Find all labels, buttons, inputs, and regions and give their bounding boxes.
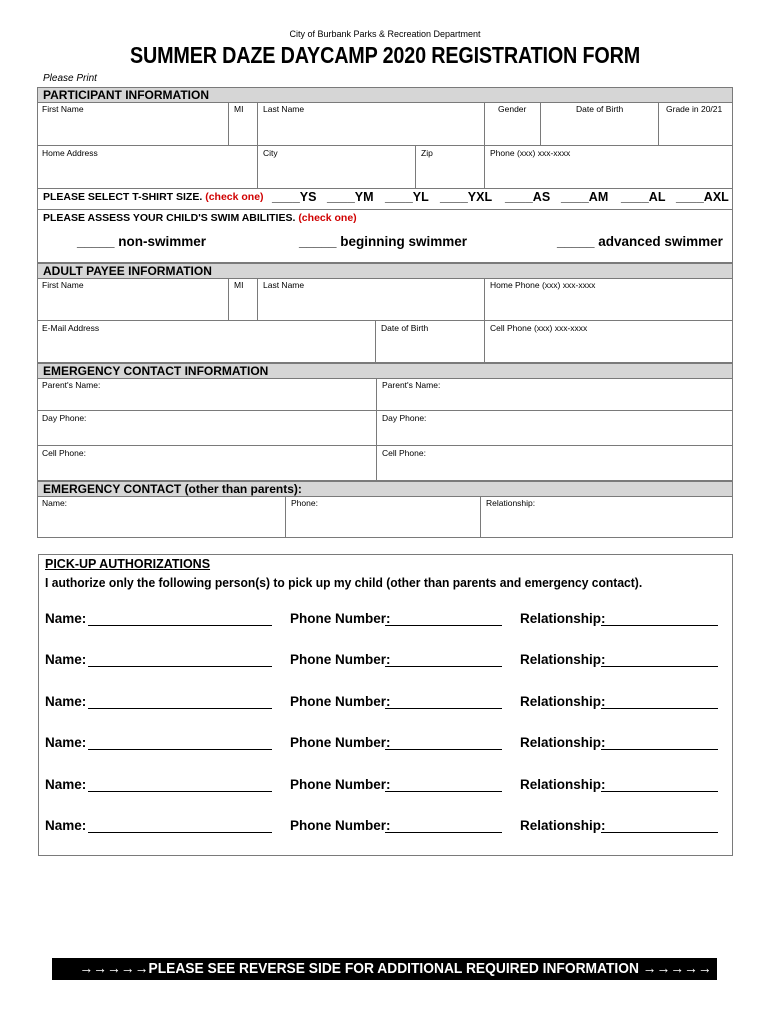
swim-abilities-label: PLEASE ASSESS YOUR CHILD'S SWIM ABILITIES. (check one) bbox=[43, 212, 357, 224]
parent-name-field-1[interactable] bbox=[37, 378, 377, 411]
payee-first-name-label: First Name bbox=[42, 280, 84, 290]
emergency-other-phone-label: Phone: bbox=[291, 498, 318, 508]
parent-name-label-1: Parent's Name: bbox=[42, 380, 101, 390]
pickup-phone-label: Phone Number: bbox=[290, 611, 391, 626]
day-phone-label-1: Day Phone: bbox=[42, 413, 87, 423]
emergency-section-heading: EMERGENCY CONTACT INFORMATION bbox=[37, 363, 733, 379]
pickup-phone-label: Phone Number: bbox=[290, 777, 391, 792]
cell-phone-label-1: Cell Phone: bbox=[42, 448, 86, 458]
emergency-other-name-label: Name: bbox=[42, 498, 68, 508]
tshirt-size-as[interactable]: ____AS bbox=[505, 190, 551, 204]
day-phone-label-2: Day Phone: bbox=[382, 413, 427, 423]
pickup-phone-line[interactable] bbox=[385, 832, 502, 833]
pickup-name-line[interactable] bbox=[88, 708, 272, 709]
parent-name-field-2[interactable] bbox=[377, 378, 733, 411]
pickup-title: PICK-UP AUTHORIZATIONS bbox=[45, 557, 211, 571]
payee-mi-label: MI bbox=[234, 280, 244, 290]
cell-phone-field-2[interactable] bbox=[377, 446, 733, 481]
pickup-relationship-label: Relationship: bbox=[520, 611, 606, 626]
pickup-name-label: Name: bbox=[45, 652, 87, 667]
swim-check-one: (check one) bbox=[298, 212, 357, 224]
participant-first-name-label: First Name bbox=[42, 104, 84, 114]
swim-option-non-swimmer[interactable]: _____ non-swimmer bbox=[77, 234, 207, 249]
pickup-name-line[interactable] bbox=[88, 791, 272, 792]
swim-option-advanced[interactable]: _____ advanced swimmer bbox=[557, 234, 723, 249]
tshirt-size-ys[interactable]: ____YS bbox=[272, 190, 317, 204]
payee-home-phone-field[interactable] bbox=[485, 278, 733, 321]
pickup-relationship-line[interactable] bbox=[601, 666, 718, 667]
pickup-subtitle: I authorize only the following person(s) to pick up my child (other than parents and emergency contact). bbox=[45, 575, 643, 590]
payee-first-name-field[interactable] bbox=[37, 278, 229, 321]
city-field[interactable] bbox=[258, 146, 416, 189]
payee-cell-phone-label: Cell Phone (xxx) xxx-xxxx bbox=[490, 323, 588, 333]
swim-option-beginning[interactable]: _____ beginning swimmer bbox=[299, 234, 468, 249]
participant-phone-label: Phone (xxx) xxx-xxxx bbox=[490, 148, 571, 158]
payee-section-heading: ADULT PAYEE INFORMATION bbox=[37, 263, 733, 279]
reverse-side-notice bbox=[52, 958, 717, 980]
pickup-phone-line[interactable] bbox=[385, 791, 502, 792]
participant-first-name-field[interactable] bbox=[37, 102, 229, 146]
payee-dob-field[interactable] bbox=[376, 321, 485, 363]
cell-phone-label-2: Cell Phone: bbox=[382, 448, 426, 458]
pickup-phone-label: Phone Number: bbox=[290, 735, 391, 750]
please-print-note: Please Print bbox=[43, 73, 97, 84]
payee-last-name-label: Last Name bbox=[263, 280, 305, 290]
pickup-relationship-label: Relationship: bbox=[520, 735, 606, 750]
emergency-other-name-field[interactable] bbox=[37, 496, 286, 538]
pickup-phone-label: Phone Number: bbox=[290, 818, 391, 833]
payee-email-label: E-Mail Address bbox=[42, 323, 100, 333]
zip-field[interactable] bbox=[416, 146, 485, 189]
tshirt-size-ym[interactable]: ____YM bbox=[327, 190, 374, 204]
day-phone-field-1[interactable] bbox=[37, 411, 377, 446]
participant-mi-field[interactable] bbox=[229, 102, 258, 146]
pickup-relationship-label: Relationship: bbox=[520, 777, 606, 792]
participant-section-heading: PARTICIPANT INFORMATION bbox=[37, 87, 733, 103]
payee-dob-label: Date of Birth bbox=[381, 323, 429, 333]
pickup-row-2 bbox=[0, 652, 770, 670]
department-name: City of Burbank Parks & Recreation Department bbox=[289, 29, 481, 39]
day-phone-field-2[interactable] bbox=[377, 411, 733, 446]
pickup-name-label: Name: bbox=[45, 818, 87, 833]
tshirt-size-al[interactable]: ____AL bbox=[621, 190, 666, 204]
pickup-phone-line[interactable] bbox=[385, 666, 502, 667]
pickup-relationship-line[interactable] bbox=[601, 708, 718, 709]
pickup-relationship-line[interactable] bbox=[601, 832, 718, 833]
emergency-other-phone-field[interactable] bbox=[286, 496, 481, 538]
payee-cell-phone-field[interactable] bbox=[485, 321, 733, 363]
pickup-phone-line[interactable] bbox=[385, 625, 502, 626]
pickup-name-label: Name: bbox=[45, 777, 87, 792]
city-label: City bbox=[263, 148, 278, 158]
participant-last-name-field[interactable] bbox=[258, 102, 485, 146]
tshirt-size-yxl[interactable]: ____YXL bbox=[440, 190, 493, 204]
parent-name-label-2: Parent's Name: bbox=[382, 380, 441, 390]
pickup-row-1 bbox=[0, 611, 770, 629]
participant-last-name-label: Last Name bbox=[263, 104, 305, 114]
participant-gender-field[interactable] bbox=[485, 102, 541, 146]
reverse-side-notice-text: →→→→→PLEASE SEE REVERSE SIDE FOR ADDITIONAL REQUIRED INFORMATION →→→→→ bbox=[79, 960, 712, 977]
pickup-relationship-line[interactable] bbox=[601, 791, 718, 792]
pickup-relationship-label: Relationship: bbox=[520, 818, 606, 833]
pickup-name-label: Name: bbox=[45, 694, 87, 709]
pickup-name-line[interactable] bbox=[88, 749, 272, 750]
payee-last-name-field[interactable] bbox=[258, 278, 485, 321]
tshirt-size-yl[interactable]: ____YL bbox=[385, 190, 429, 204]
participant-phone-field[interactable] bbox=[485, 146, 733, 189]
tshirt-size-axl[interactable]: ____AXL bbox=[676, 190, 729, 204]
participant-mi-label: MI bbox=[234, 104, 244, 114]
pickup-name-line[interactable] bbox=[88, 666, 272, 667]
pickup-row-3 bbox=[0, 694, 770, 712]
zip-label: Zip bbox=[421, 148, 433, 158]
pickup-name-label: Name: bbox=[45, 611, 87, 626]
participant-grade-label: Grade in 20/21 bbox=[666, 104, 723, 114]
tshirt-check-one: (check one) bbox=[205, 191, 264, 203]
cell-phone-field-1[interactable] bbox=[37, 446, 377, 481]
pickup-relationship-line[interactable] bbox=[601, 625, 718, 626]
emergency-other-relationship-label: Relationship: bbox=[486, 498, 536, 508]
pickup-phone-label: Phone Number: bbox=[290, 694, 391, 709]
payee-home-phone-label: Home Phone (xxx) xxx-xxxx bbox=[490, 280, 596, 290]
pickup-phone-label: Phone Number: bbox=[290, 652, 391, 667]
form-title: SUMMER DAZE DAYCAMP 2020 REGISTRATION FORM bbox=[129, 42, 641, 68]
pickup-name-line[interactable] bbox=[88, 832, 272, 833]
participant-grade-field[interactable] bbox=[659, 102, 733, 146]
pickup-row-5 bbox=[0, 777, 770, 795]
participant-gender-label: Gender bbox=[498, 104, 527, 114]
tshirt-size-am[interactable]: ____AM bbox=[561, 190, 609, 204]
pickup-relationship-label: Relationship: bbox=[520, 652, 606, 667]
home-address-field[interactable] bbox=[37, 146, 258, 189]
emergency-other-relationship-field[interactable] bbox=[481, 496, 733, 538]
pickup-phone-line[interactable] bbox=[385, 708, 502, 709]
tshirt-label: PLEASE SELECT T-SHIRT SIZE. (check one) bbox=[43, 191, 264, 203]
participant-dob-label: Date of Birth bbox=[576, 104, 624, 114]
payee-mi-field[interactable] bbox=[229, 278, 258, 321]
pickup-phone-line[interactable] bbox=[385, 749, 502, 750]
pickup-name-line[interactable] bbox=[88, 625, 272, 626]
emergency-other-section-heading: EMERGENCY CONTACT (other than parents): bbox=[37, 481, 733, 497]
pickup-relationship-line[interactable] bbox=[601, 749, 718, 750]
pickup-row-4 bbox=[0, 735, 770, 753]
pickup-relationship-label: Relationship: bbox=[520, 694, 606, 709]
home-address-label: Home Address bbox=[42, 148, 98, 158]
pickup-name-label: Name: bbox=[45, 735, 87, 750]
payee-email-field[interactable] bbox=[37, 321, 376, 363]
participant-dob-field[interactable] bbox=[541, 102, 659, 146]
pickup-row-6 bbox=[0, 818, 770, 836]
